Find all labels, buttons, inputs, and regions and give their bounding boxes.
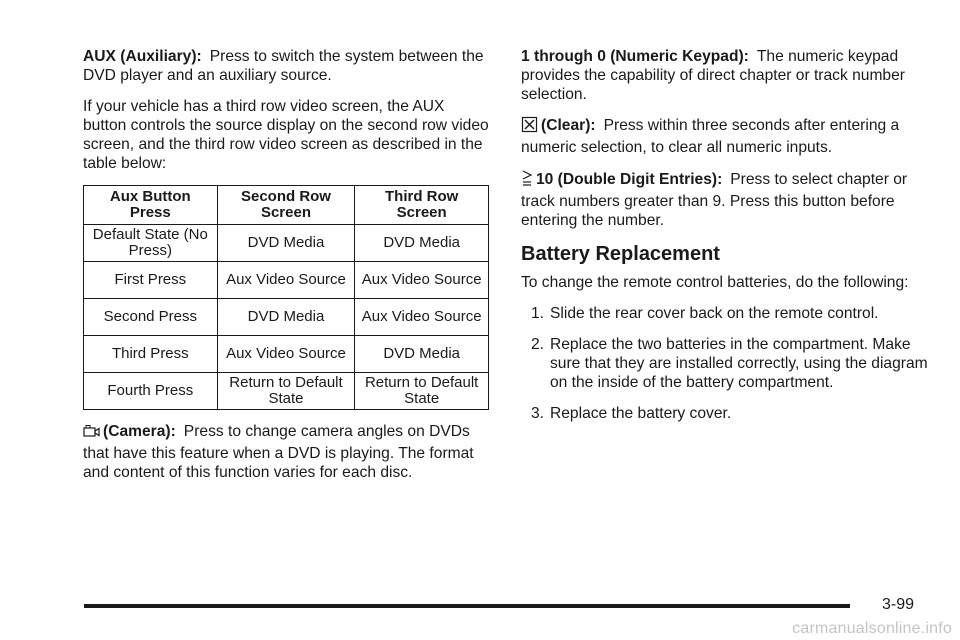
keypad-paragraph xyxy=(521,47,931,104)
table-row xyxy=(84,262,489,299)
table-cell: Return to Default State xyxy=(355,373,489,410)
table-cell: Third Press xyxy=(84,336,218,373)
table-cell: Second Press xyxy=(84,299,218,336)
table-cell: DVD Media xyxy=(355,225,489,262)
double-digit-paragraph xyxy=(521,169,931,230)
camera-term: (Camera): xyxy=(103,423,176,440)
aux-paragraph xyxy=(83,47,490,85)
table-intro: If your vehicle has a third row video screen, the AUX button controls the source display on the second row video screen, and the third row video screen as described in the table below: xyxy=(83,98,489,172)
clear-text: Press within three seconds after entering a numeric selection, to clear all numeric inputs. xyxy=(521,117,900,156)
step-text: Replace the battery cover. xyxy=(550,405,732,422)
table-cell: Aux Video Source xyxy=(355,262,489,299)
double-digit-icon xyxy=(521,169,533,192)
watermark: carmanualsonline.info xyxy=(792,620,952,637)
battery-steps xyxy=(521,304,931,423)
clear-term: (Clear): xyxy=(541,117,596,134)
table-cell: First Press xyxy=(84,262,218,299)
left-column xyxy=(83,47,490,494)
table-header-cell: Aux Button Press xyxy=(84,186,218,225)
table-cell: Aux Video Source xyxy=(217,262,355,299)
table-cell: DVD Media xyxy=(217,225,355,262)
battery-intro: To change the remote control batteries, do the following: xyxy=(521,274,909,291)
table-cell: Return to Default State xyxy=(217,373,355,410)
aux-text: Press to switch the system between the DVD player and an auxiliary source. xyxy=(83,48,484,84)
aux-term: AUX (Auxiliary): xyxy=(83,48,202,65)
clear-icon xyxy=(521,116,538,138)
aux-button-table xyxy=(83,185,489,410)
page-number: 3-99 xyxy=(882,596,915,613)
table-header-cell: Second Row Screen xyxy=(217,186,355,225)
clear-paragraph xyxy=(521,116,931,157)
table-row xyxy=(84,299,489,336)
table-row xyxy=(84,336,489,373)
camera-paragraph xyxy=(83,422,490,482)
table-cell: DVD Media xyxy=(355,336,489,373)
camera-icon xyxy=(83,424,100,444)
footer-rule xyxy=(84,604,850,608)
camera-text: Press to change camera angles on DVDs that have this feature when a DVD is playing. The format and content of this function varies for each disc. xyxy=(83,423,474,481)
list-item xyxy=(521,404,931,423)
step-text: Replace the two batteries in the compartment. Make sure that they are installed correctly, using the diagram on the inside of the battery compartment. xyxy=(550,336,928,391)
list-item xyxy=(521,304,931,323)
table-cell: Aux Video Source xyxy=(217,336,355,373)
table-header-cell: Third Row Screen xyxy=(355,186,489,225)
table-row xyxy=(84,373,489,410)
table-header-row xyxy=(84,186,489,225)
keypad-text: The numeric keypad provides the capability of direct chapter or track number selection. xyxy=(521,48,905,103)
list-item xyxy=(521,335,931,392)
table-cell: DVD Media xyxy=(217,299,355,336)
keypad-term: 1 through 0 (Numeric Keypad): xyxy=(521,48,749,65)
battery-heading: Battery Replacement xyxy=(521,243,720,265)
table-cell: Default State (No Press) xyxy=(84,225,218,262)
step-number: 2. xyxy=(531,336,545,353)
table-cell: Aux Video Source xyxy=(355,299,489,336)
double-digit-text: Press to select chapter or track numbers greater than 9. Press this button before entering the number. xyxy=(521,171,908,229)
right-column xyxy=(521,47,931,435)
double-digit-term: 10 (Double Digit Entries): xyxy=(536,171,723,188)
table-row xyxy=(84,225,489,262)
table-cell: Fourth Press xyxy=(84,373,218,410)
step-number: 1. xyxy=(531,305,545,322)
step-text: Slide the rear cover back on the remote control. xyxy=(550,305,879,322)
step-number: 3. xyxy=(531,405,545,422)
